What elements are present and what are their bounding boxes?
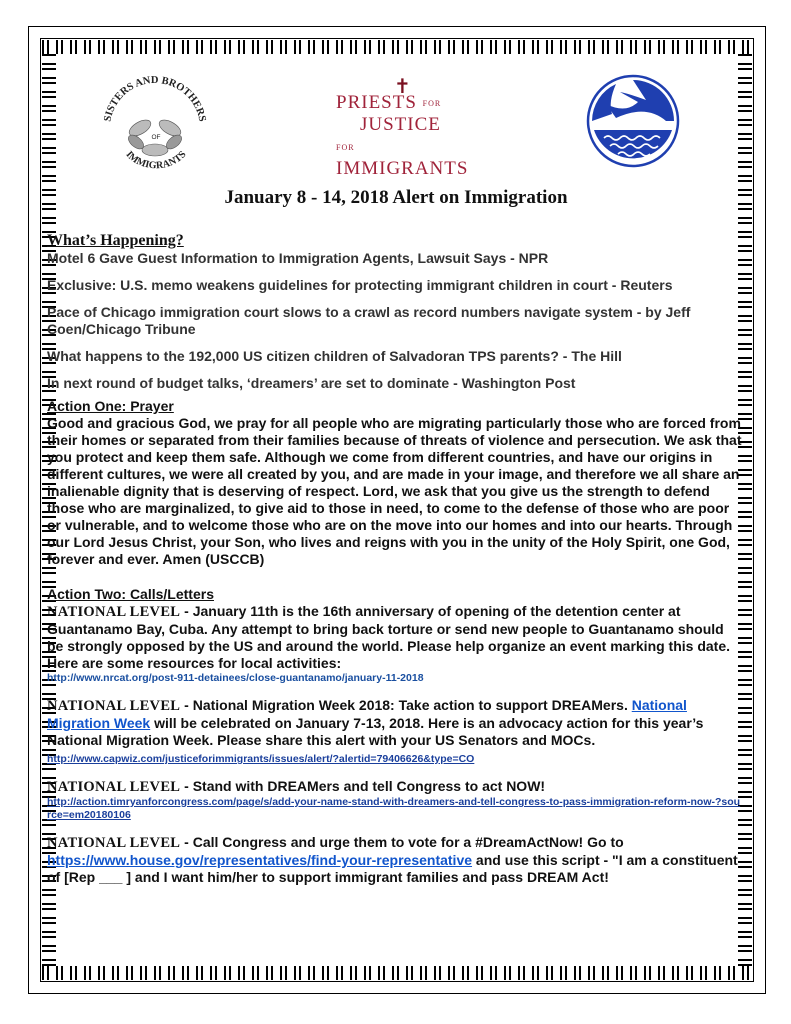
- sb-top-text: SISTERS AND BROTHERS: [102, 74, 208, 123]
- sb-bottom-text: IMMIGRANTS: [123, 149, 189, 172]
- pji-for-text-2: FOR: [336, 143, 355, 153]
- whats-happening-heading: What’s Happening?: [47, 232, 184, 249]
- level-label: NATIONAL LEVEL: [47, 835, 181, 851]
- pji-justice-text: JUSTICE: [360, 114, 441, 135]
- news-item[interactable]: Motel 6 Gave Guest Information to Immigration Agents, Lawsuit Says - NPR: [47, 250, 549, 266]
- timryan-link[interactable]: http://action.timryanforcongress.com/page/s/add-your-name-stand-with-dreamers-and-tell-congress-to-pass-immigration-reform-now-?source=em20180106: [47, 796, 741, 821]
- news-item[interactable]: What happens to the 192,000 US citizen children of Salvadoran TPS parents? - The Hill: [47, 348, 622, 364]
- action-item-migration-week: [47, 697, 743, 766]
- prayer-text: Good and gracious God, we pray for all people who are migrating particularly those who are forced from their homes or separated from their families because of threats of violence and persecution. We ask that you protect and keep them safe. Although we come from different countries, and have our origins in different cultures, we were all created by you, and are made in your image, and therefore we all share an inalienable dignity that is deserving of respect. Lord, we ask that you give us the strength to defend those who are marginalized, to give aid to those in need, to come to the defense of those who are poor or vulnerable, and to welcome those who are on the move into our homes and into our hearts. Through our Lord Jesus Christ, your Son, who lives and reigns with you in the unity of the Holy Spirit, one God, forever and ever. Amen (USCCB): [47, 415, 742, 567]
- news-item[interactable]: In next round of budget talks, ‘dreamers’ are set to dominate - Washington Post: [47, 375, 576, 391]
- resource-link[interactable]: http://www.nrcat.org/post-911-detainees/close-guantanamo/january-11-2018: [47, 672, 424, 684]
- action-item-guantanamo: [47, 603, 743, 685]
- pji-immigrants-text: IMMIGRANTS: [336, 158, 469, 179]
- national-migration-week-link[interactable]: National Migration Week: [47, 697, 687, 731]
- item-text: - National Migration Week 2018: Take action to support DREAMers.: [180, 697, 632, 713]
- news-item[interactable]: Exclusive: U.S. memo weakens guidelines for protecting immigrant children in court - Reuters: [47, 277, 673, 293]
- level-label: NATIONAL LEVEL: [47, 604, 181, 620]
- item-text: will be celebrated on January 7-13, 2018. Here is an advocacy action for this year’s National Migration Week. Please share this alert with your US Senators and MOCs.: [47, 715, 704, 748]
- page-title: January 8 - 14, 2018 Alert on Immigration: [224, 187, 568, 208]
- news-item[interactable]: Pace of Chicago immigration court slows to a crawl as record numbers navigate system - by Jeff Coen/Chicago Tribune: [47, 304, 691, 337]
- item-text: - Call Congress and urge them to vote for a #DreamActNow! Go to: [180, 834, 624, 850]
- action-two-heading: Action Two: Calls/Letters: [47, 586, 214, 602]
- action-one-heading: Action One: Prayer: [47, 398, 174, 414]
- sb-of-text: OF: [151, 134, 161, 141]
- action-item-dream-act: [47, 834, 743, 886]
- action-item-dreamers: [47, 778, 743, 822]
- item-text: and use this script - "I am a constituent of [Rep ___ ] and I want him/her to support immigrant families and pass DREAM Act!: [47, 852, 738, 885]
- item-text: - January 11th is the 16th anniversary of opening of the detention center at Guantanamo Bay, Cuba. Any attempt to bring back torture or send new people to Guantanamo should be strongly opposed by the US and around the world. Please help organize an event marking this date. Here are some resources for local activities:: [47, 603, 731, 671]
- priests-for-justice-logo: [336, 74, 476, 179]
- svg-text:SISTERS AND BROTHERS: [102, 75, 207, 123]
- document-body: [47, 232, 743, 898]
- pji-priests-text: PRIESTS: [336, 92, 417, 113]
- sisters-brothers-logo: [96, 70, 211, 180]
- dove-wave-logo: [586, 74, 680, 168]
- pji-for-text: FOR: [422, 99, 442, 109]
- capwiz-link[interactable]: http://www.capwiz.com/justiceforimmigrants/issues/alert/?alertid=79406626&type=CO: [47, 753, 475, 765]
- level-label: NATIONAL LEVEL: [47, 779, 181, 795]
- item-text: - Stand with DREAMers and tell Congress to act NOW!: [180, 778, 546, 794]
- cross-icon: ✝: [394, 76, 411, 98]
- logo-row: [46, 70, 746, 180]
- level-label: NATIONAL LEVEL: [47, 698, 181, 714]
- find-representative-link[interactable]: https://www.house.gov/representatives/find-your-representative: [47, 852, 473, 868]
